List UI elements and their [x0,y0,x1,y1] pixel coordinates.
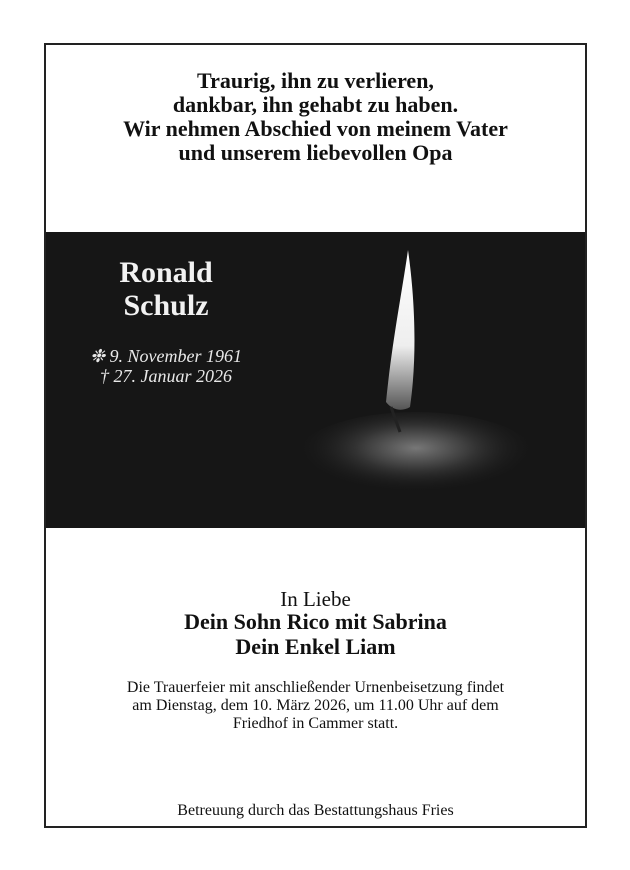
birth-date: ❉ 9. November 1961 [89,346,243,366]
intro-line: dankbar, ihn gehabt zu haben. [172,92,459,117]
service-line: Friedhof in Cammer statt. [232,715,399,732]
candle-flame-icon [196,232,556,528]
service-line: Die Trauerfeier mit anschließender Urnenbeisetzung findet [126,679,505,696]
mourners-list [46,609,585,659]
mourner: Dein Enkel Liam [235,634,396,659]
deceased-name [86,256,246,322]
funeral-home-credit: Betreuung durch das Bestattungshaus Fries [177,802,454,819]
first-name: Ronald [119,256,213,289]
intro-line: Traurig, ihn zu verlieren, [197,68,434,93]
service-info [46,679,585,733]
photo-band [46,232,585,528]
last-name: Schulz [123,289,209,322]
intro-line: und unserem liebevollen Opa [178,140,453,165]
intro-text [46,69,585,165]
life-dates [86,346,246,386]
death-date: † 27. Januar 2026 [100,366,232,386]
in-love-label: In Liebe [280,587,351,611]
mourner: Dein Sohn Rico mit Sabrina [184,609,447,634]
service-line: am Dienstag, dem 10. März 2026, um 11.00 Uhr auf dem [132,697,499,714]
obituary-notice [44,43,587,828]
intro-line: Wir nehmen Abschied von meinem Vater [123,116,508,141]
